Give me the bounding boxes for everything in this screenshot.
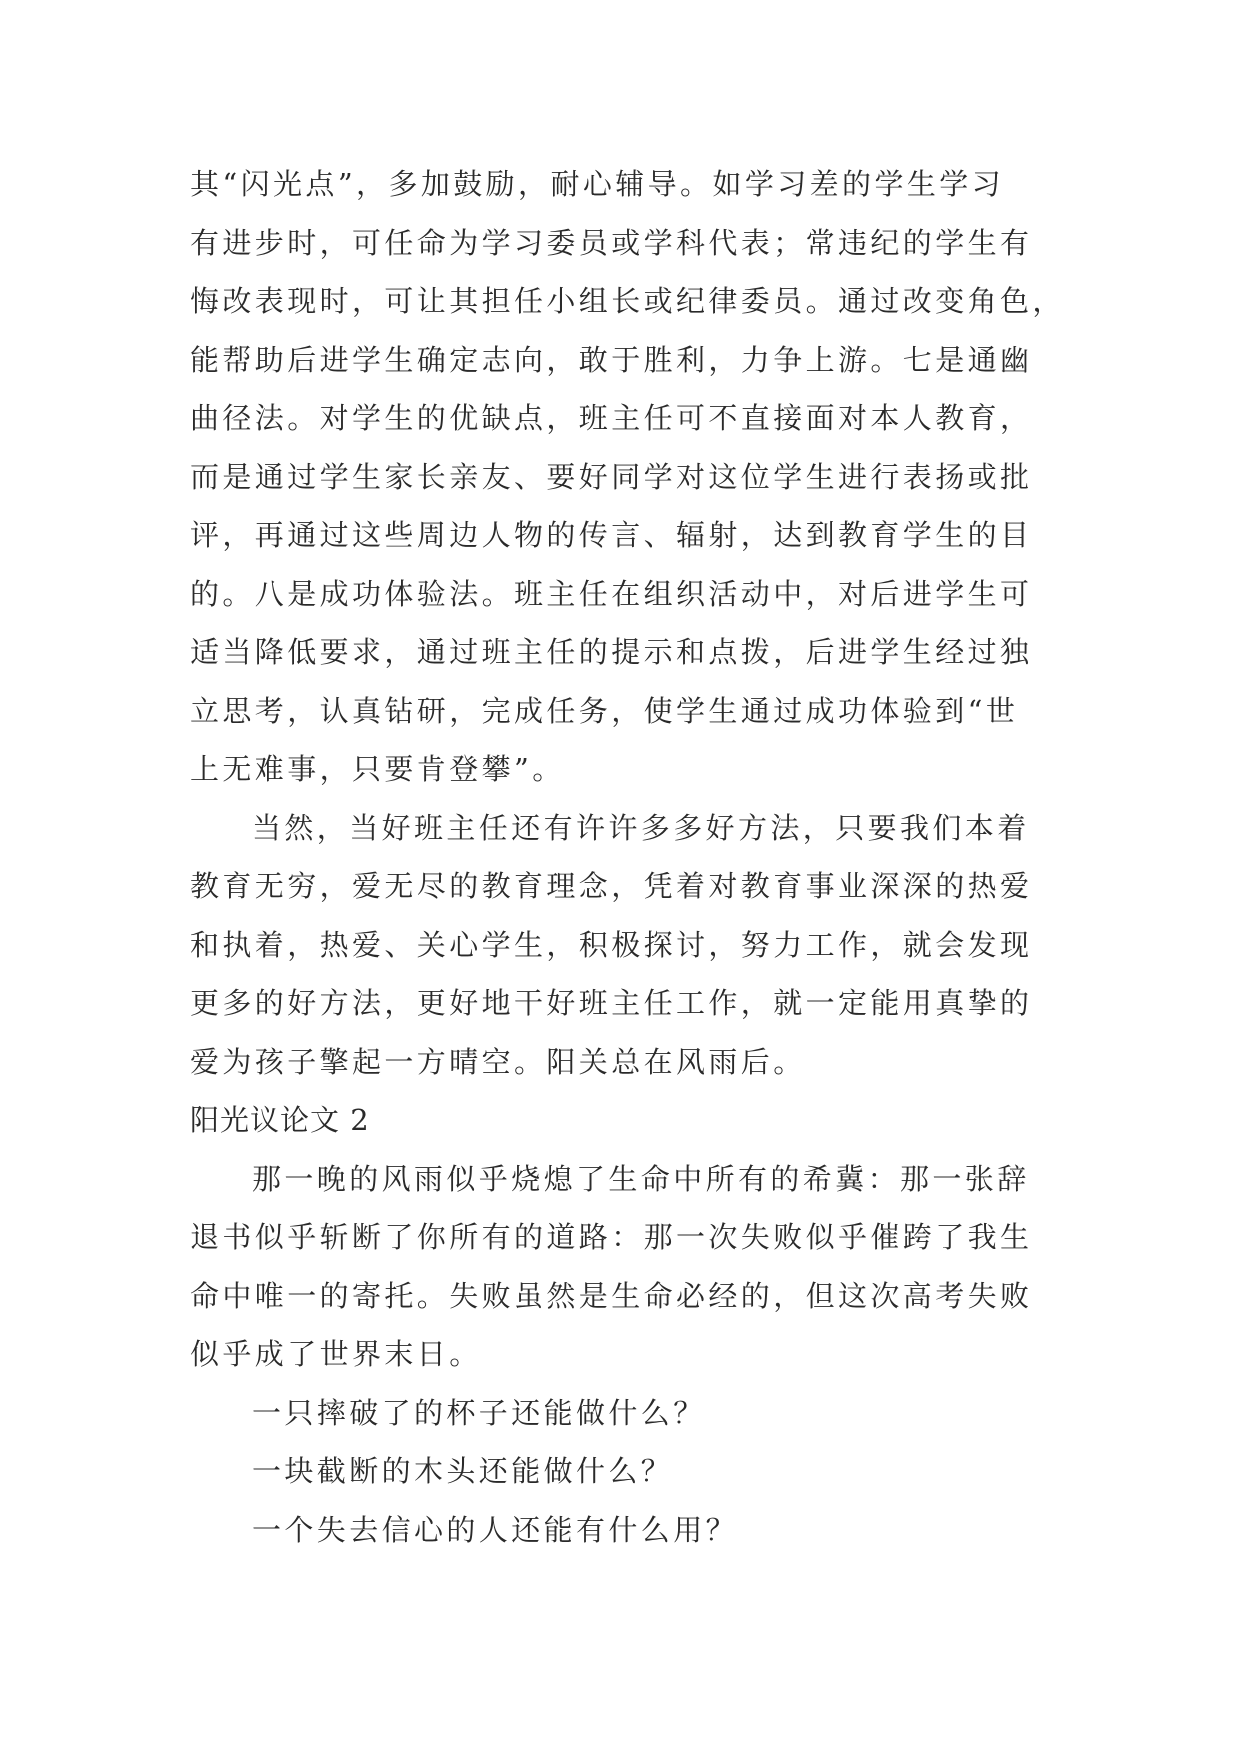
text-line: 曲径法。对学生的优缺点，班主任可不直接面对本人教育， bbox=[190, 401, 1033, 435]
text-line: 适当降低要求，通过班主任的提示和点拨，后进学生经过独 bbox=[190, 635, 1033, 669]
text-line: 更多的好方法，更好地干好班主任工作，就一定能用真挚的 bbox=[190, 986, 1033, 1020]
text-line: 而是通过学生家长亲友、要好同学对这位学生进行表扬或批 bbox=[190, 459, 1033, 494]
paragraph-start-line: 那一晚的风雨似乎烧熄了生命中所有的希冀：那一张辞 bbox=[252, 1161, 1030, 1196]
question-line: 一只摔破了的杯子还能做什么？ bbox=[252, 1395, 706, 1430]
text-line: 命中唯一的寄托。失败虽然是生命必经的，但这次高考失败 bbox=[190, 1278, 1033, 1313]
paragraph-start-line: 当然，当好班主任还有许许多多好方法，只要我们本着 bbox=[252, 810, 1030, 845]
question-line: 一块截断的木头还能做什么？ bbox=[252, 1454, 674, 1488]
question-line: 一个失去信心的人还能有什么用？ bbox=[252, 1512, 739, 1547]
text-line: 似乎成了世界末日。 bbox=[190, 1337, 482, 1371]
text-line: 爱为孩子擎起一方晴空。阳关总在风雨后。 bbox=[190, 1044, 806, 1079]
text-line: 的。八是成功体验法。班主任在组织活动中，对后进学生可 bbox=[190, 576, 1033, 611]
text-line: 退书似乎斩断了你所有的道路：那一次失败似乎催跨了我生 bbox=[190, 1220, 1033, 1254]
text-line: 教育无穷，爱无尽的教育理念，凭着对教育事业深深的热爱 bbox=[190, 869, 1033, 903]
text-line: 上无难事，只要肯登攀”。 bbox=[190, 752, 565, 786]
text-line: 悔改表现时，可让其担任小组长或纪律委员。通过改变角色， bbox=[190, 284, 1065, 318]
text-line: 能帮助后进学生确定志向，敢于胜利，力争上游。七是通幽 bbox=[190, 342, 1033, 377]
text-line: 立思考，认真钻研，完成任务，使学生通过成功体验到“世 bbox=[190, 693, 1019, 728]
text-line: 评，再通过这些周边人物的传言、辐射，达到教育学生的目 bbox=[190, 518, 1033, 552]
text-line: 和执着，热爱、关心学生，积极探讨，努力工作，就会发现 bbox=[190, 927, 1033, 962]
document-body bbox=[190, 155, 1065, 1559]
text-line: 有进步时，可任命为学习委员或学科代表；常违纪的学生有 bbox=[190, 225, 1033, 260]
section-heading: 阳光议论文 2 bbox=[190, 1103, 370, 1137]
text-line: 其“闪光点”，多加鼓励，耐心辅导。如学习差的学生学习 bbox=[190, 167, 1005, 201]
